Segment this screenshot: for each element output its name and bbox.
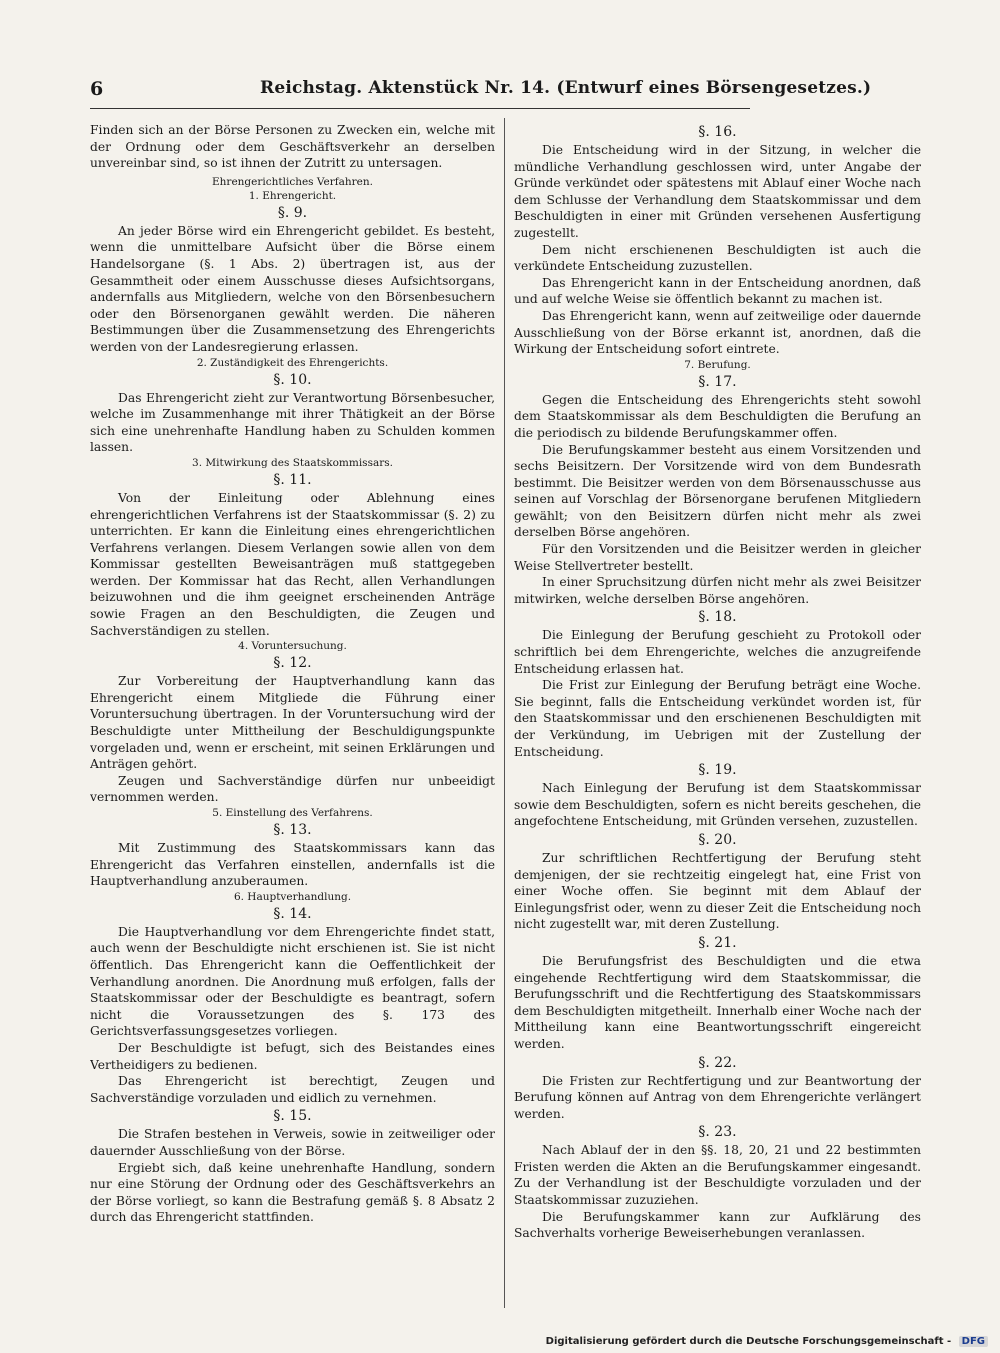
- paragraph: Die Berufungskammer besteht aus einem Vorsitzenden und sechs Beisitzern. Der Vorsitzende wird von dem Bundesrath bestimmt. Die Beisitzer werden von dem Börsenausschusse aus seinen auf Vorschlag der Börsenorgane berufenen Mitgliedern gewählt; von den Beisitzern dürfen nicht mehr als zwei derselben Börse angehören.: [514, 442, 921, 540]
- section-number: §. 21.: [698, 934, 737, 951]
- paragraph: Das Ehrengericht ist berechtigt, Zeugen und Sachverständige vorzuladen und eidlich zu vernehmen.: [90, 1074, 495, 1105]
- paragraph: In einer Spruchsitzung dürfen nicht mehr als zwei Beisitzer mitwirken, welche derselben Börse angehören.: [514, 575, 921, 606]
- section-number: §. 20.: [698, 831, 737, 848]
- paragraph: Für den Vorsitzenden und die Beisitzer werden in gleicher Weise Stellvertreter bestellt.: [514, 542, 921, 573]
- section-number: §. 13.: [273, 822, 312, 838]
- paragraph: Die Frist zur Einlegung der Berufung beträgt eine Woche. Sie beginnt, falls die Entscheidung verkündet worden ist, für den Staatskommissar und den erschienenen Beschuldigten mit der Verkündung, im Uebrigen mit der Zustellung der Entscheidung.: [514, 678, 921, 759]
- left-column: [90, 122, 495, 1307]
- paragraph: Das Ehrengericht zieht zur Verantwortung Börsenbesucher, welche im Zusammenhange mit ihrer Thätigkeit an der Börse sich eine unehrenhafte Handlung haben zu Schulden kommen lassen.: [90, 390, 495, 455]
- section-number: §. 12.: [273, 655, 312, 672]
- paragraph: Zur schriftlichen Rechtfertigung der Berufung steht demjenigen, der sie rechtzeitig eingelegt hat, eine Frist von einer Woche offen. Sie beginnt mit dem Ablauf der Einlegungsfrist oder, wenn zu dieser Zeit die Entscheidung noch nicht zugestellt war, mit deren Zustellung.: [514, 850, 921, 932]
- credit-text: Digitalisierung gefördert durch die Deutsche Forschungsgemeinschaft -: [545, 1336, 952, 1347]
- subsection-heading: 3. Mitwirkung des Staatskommissars.: [192, 456, 393, 469]
- digitization-credit: [546, 1336, 988, 1347]
- subsection-heading: 1. Ehrengericht.: [248, 189, 337, 202]
- paragraph: Zur Vorbereitung der Hauptverhandlung kann das Ehrengericht einem Mitgliede die Führung einer Voruntersuchung übertragen. In der Voruntersuchung wird der Beschuldigte unter Mittheilung der Beschuldigungspunkte vorgeladen und, wenn er erscheint, mit seinen Erklärungen und Anträgen gehört.: [90, 674, 495, 772]
- paragraph: Das Ehrengericht kann in der Entscheidung anordnen, daß und auf welche Weise sie öffentlich bekannt zu machen ist.: [514, 275, 921, 307]
- column-divider: [504, 118, 505, 1308]
- section-number: §. 14.: [273, 905, 312, 922]
- paragraph: Mit Zustimmung des Staatskommissars kann das Ehrengericht das Verfahren einstellen, andernfalls ist die Hauptverhandlung anzuberaumen.: [90, 841, 495, 889]
- paragraph: Nach Einlegung der Berufung ist dem Staatskommissar sowie dem Beschuldigten, sofern es nicht bereits geschehen, die angefochtene Entscheidung, mit Gründen versehen, zuzustellen.: [514, 781, 921, 829]
- paragraph: Die Berufungsfrist des Beschuldigten und die etwa eingehende Rechtfertigung wird dem Staatskommissar, die Berufungsschrift und die Rechtfertigung des Staatskommissars dem Beschuldigten mitgetheilt. Innerhalb einer Woche nach der Mittheilung kann eine Beantwortungsschrift eingereicht werden.: [514, 953, 921, 1051]
- paragraph: Die Einlegung der Berufung geschieht zu Protokoll oder schriftlich bei dem Ehrengerichte, welches die anzugreifende Entscheidung erlassen hat.: [514, 628, 921, 676]
- page-number: 6: [90, 78, 104, 100]
- paragraph: An jeder Börse wird ein Ehrengericht gebildet. Es besteht, wenn die unmittelbare Aufsicht über die Börse einem Handelsorgane (§. 1 Abs. 2) übertragen ist, aus der Gesammtheit oder einem Ausschusse dieses Aufsichtsorgans, andernfalls aus Mitgliedern, welche von den Börsenbesuchern oder den Börsenorganen gewählt werden. Die näheren Bestimmungen über die Zusammensetzung des Ehrengerichts werden von der Landesregierung erlassen.: [90, 223, 495, 354]
- dfg-logo: DFG: [959, 1336, 988, 1347]
- section-number: §. 17.: [698, 373, 737, 390]
- paragraph: Nach Ablauf der in den §§. 18, 20, 21 und 22 bestimmten Fristen werden die Akten an die Berufungskammer eingesandt. Zu der Verhandlung ist der Beschuldigte vorzuladen und der Staatskommissar zuzuziehen.: [514, 1143, 921, 1208]
- section-number: §. 23.: [698, 1124, 737, 1141]
- section-number: §. 15.: [273, 1108, 312, 1125]
- paragraph: Die Hauptverhandlung vor dem Ehrengerichte findet statt, auch wenn der Beschuldigte nicht erschienen ist. Sie ist nicht öffentlich. Das Ehrengericht kann die Oeffentlichkeit der Verhandlung anordnen. Die Anordnung muß erfolgen, falls der Staatskommissar oder der Beschuldigte es beantragt, sofern nicht die Voraussetzungen des §. 173 des Gerichtsverfassungsgesetzes vorliegen.: [90, 924, 495, 1039]
- subsection-heading: 7. Berufung.: [684, 358, 751, 371]
- subsection-heading: 6. Hauptverhandlung.: [233, 890, 352, 903]
- paragraph: Die Entscheidung wird in der Sitzung, in welcher die mündliche Verhandlung geschlossen wird, unter Angabe der Gründe verkündet oder spätestens mit Ablauf einer Woche nach dem Schlusse der Verhandlung dem Staatskommissar und dem Beschuldigten in einer mit Gründen versehenen Ausfertigung zugestellt.: [514, 143, 921, 240]
- paragraph: Von der Einleitung oder Ablehnung eines ehrengerichtlichen Verfahrens ist der Staatskommissar (§. 2) zu unterrichten. Er kann die Einleitung eines ehrengerichtlichen Verfahrens verlangen. Diesem Verlangen sowie allen von dem Kommissar gestellten Beweisanträgen muß stattgegeben werden. Der Kommissar hat das Recht, allen Verhandlungen beizuwohnen und die ihm geeignet erscheinenden Anträge sowie Fragen an den Beschuldigten, die Zeugen und Sachverständigen zu stellen.: [90, 490, 495, 638]
- paragraph: Der Beschuldigte ist befugt, sich des Beistandes eines Vertheidigers zu bedienen.: [90, 1040, 495, 1072]
- paragraph: Gegen die Entscheidung des Ehrengerichts steht sowohl dem Staatskommissar als dem Beschuldigten die Berufung an die periodisch zu bildende Berufungskammer offen.: [514, 392, 921, 440]
- chapter-heading: Ehrengerichtliches Verfahren.: [212, 175, 373, 188]
- paragraph: Ergiebt sich, daß keine unehrenhafte Handlung, sondern nur eine Störung der Ordnung oder des Geschäftsverkehrs an der Börse vorliegt, so kann die Bestrafung gemäß §. 8 Absatz 2 durch das Ehrengericht stattfinden.: [90, 1160, 495, 1225]
- paragraph: Dem nicht erschienenen Beschuldigten ist auch die verkündete Entscheidung zuzustellen.: [514, 242, 921, 274]
- subsection-heading: 4. Voruntersuchung.: [238, 640, 347, 653]
- section-number: §. 22.: [698, 1054, 737, 1071]
- right-column: [514, 122, 921, 1307]
- paragraph: Die Berufungskammer kann zur Aufklärung des Sachverhalts vorherige Beweiserhebungen veranlassen.: [514, 1209, 921, 1241]
- section-number: §. 9.: [277, 204, 308, 221]
- paragraph: Finden sich an der Börse Personen zu Zwecken ein, welche mit der Ordnung oder dem Geschäftsverkehr an derselben unvereinbar sind, so ist ihnen der Zutritt zu untersagen.: [90, 123, 495, 171]
- section-number: §. 11.: [273, 471, 312, 488]
- paragraph: Das Ehrengericht kann, wenn auf zeitweilige oder dauernde Ausschließung von der Börse erkannt ist, anordnen, daß die Wirkung der Entscheidung sofort eintrete.: [514, 308, 921, 357]
- paragraph: Die Fristen zur Rechtfertigung und zur Beantwortung der Berufung können auf Antrag von dem Ehrengerichte verlängert werden.: [514, 1073, 921, 1121]
- section-number: §. 19.: [698, 762, 737, 779]
- section-number: §. 18.: [698, 609, 737, 626]
- paragraph: Die Strafen bestehen in Verweis, sowie in zeitweiliger oder dauernder Ausschließung von der Börse.: [90, 1127, 495, 1158]
- section-number: §. 10.: [273, 371, 312, 388]
- subsection-heading: 5. Einstellung des Verfahrens.: [212, 807, 373, 819]
- page-header: [90, 78, 872, 109]
- section-number: §. 16.: [698, 124, 737, 140]
- running-title: Reichstag. Aktenstück Nr. 14. (Entwurf eines Börsengesetzes.): [260, 78, 872, 98]
- subsection-heading: 2. Zuständigkeit des Ehrengerichts.: [196, 356, 389, 369]
- paragraph: Zeugen und Sachverständige dürfen nur unbeeidigt vernommen werden.: [90, 773, 495, 805]
